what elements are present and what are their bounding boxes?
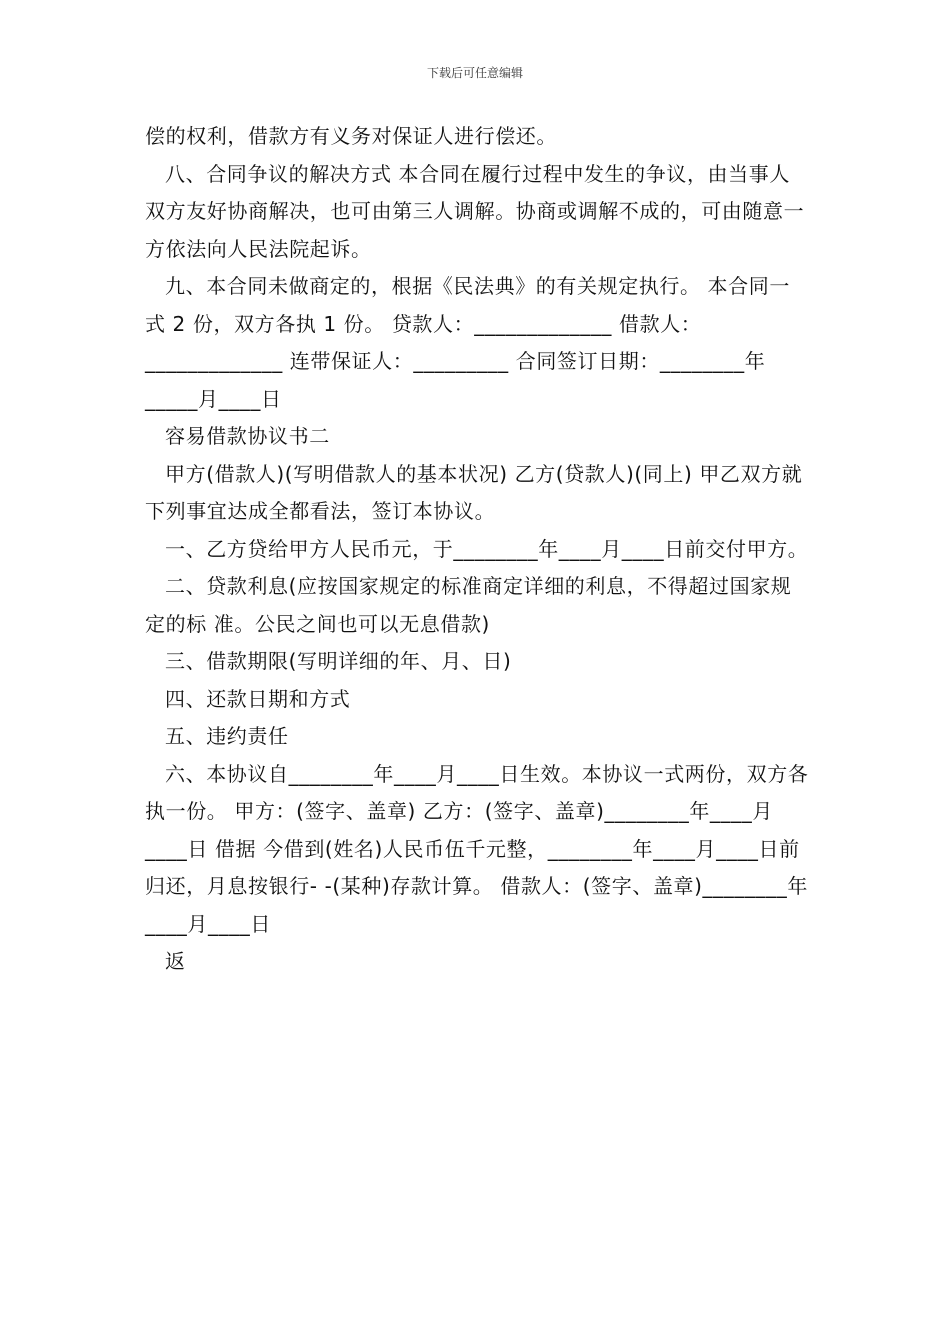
paragraph: 四、还款日期和方式 bbox=[165, 686, 351, 711]
paragraph: 一、乙方贷给甲方人民币元，于________年____月____日前交付甲方。 bbox=[165, 536, 809, 561]
paragraph: 甲方(借款人)(写明借款人的基本状况) 乙方(贷款人)(同上) 甲乙双方就下列事宜达成全都看法，签订本协议。 bbox=[145, 461, 803, 523]
section-heading: 容易借款协议书二 bbox=[165, 424, 330, 448]
paragraph: 偿的权利，借款方有义务对保证人进行偿还。 bbox=[145, 124, 557, 148]
return-text: 返 bbox=[165, 949, 186, 973]
paragraph: 二、贷款利息(应按国家规定的标准商定详细的利息，不得超过国家规定的标 准。公民之间也可以无息借款) bbox=[145, 574, 792, 636]
paragraph: 九、本合同未做商定的，根据《民法典》的有关规定执行。 本合同一式 2 份，双方各执 1 份。 贷款人：_____________ 借款人：_____________ 连带保证人：_________ 合同签订日期：________年_____月____日 bbox=[145, 274, 790, 411]
paragraph: 八、合同争议的解决方式 本合同在履行过程中发生的争议，由当事人双方友好协商解决，也可由第三人调解。协商或调解不成的，可由随意一方依法向人民法院起诉。 bbox=[145, 161, 805, 261]
document-body bbox=[145, 118, 810, 981]
paragraph: 三、借款期限(写明详细的年、月、日) bbox=[165, 649, 512, 673]
paragraph: 六、本协议自________年____月____日生效。本协议一式两份，双方各执一份。 甲方：(签字、盖章) 乙方：(签字、盖章)________年____月____日 借据 今借到(姓名)人民币伍千元整，________年____月____日前归还，月息按银行- -(某种)存款计算。 借款人：(签字、盖章)________年____月____日 bbox=[145, 761, 809, 936]
page-header: 下载后可任意编辑 bbox=[426, 66, 523, 80]
paragraph: 五、违约责任 bbox=[165, 724, 289, 748]
